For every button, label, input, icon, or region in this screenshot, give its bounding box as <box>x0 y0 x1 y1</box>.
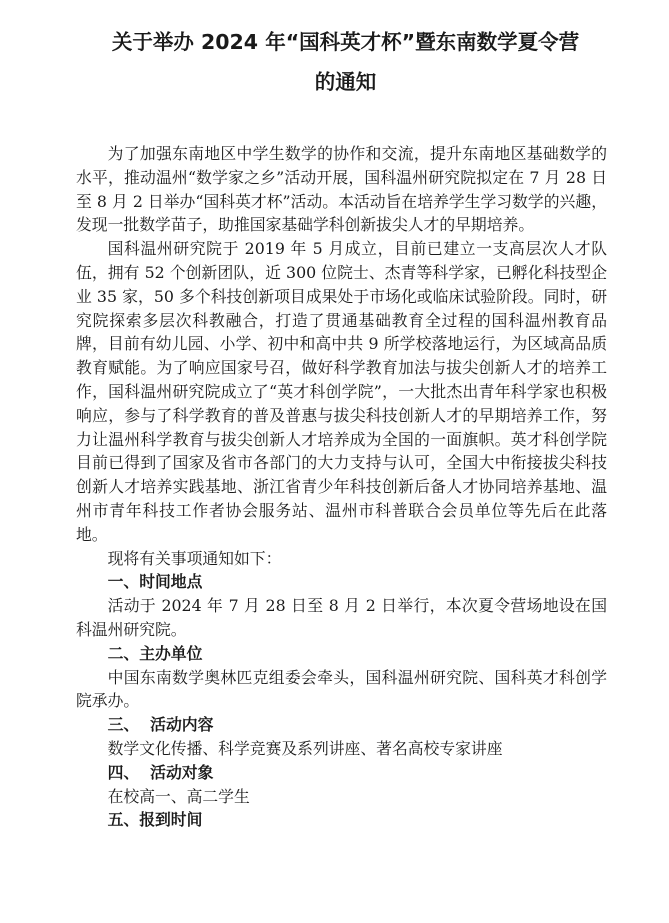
section-text-content: 数学文化传播、科学竞赛及系列讲座、著名高校专家讲座 <box>107 738 503 758</box>
notice-lead-paragraph: 现将有关事项通知如下： <box>107 548 282 568</box>
section-heading-organizers: 二、主办单位 <box>107 643 203 663</box>
title-line-1: 关于举办 2024 年“国科英才杯”暨东南数学夏令营 <box>111 30 580 54</box>
section-text-organizers: 中国东南数学奥林匹克组委会牵头，国科温州研究院、国科英才科创学院承办。 <box>76 667 607 711</box>
institute-paragraph: 国科温州研究院于 2019 年 5 月成立，目前已建立一支高层次人才队伍，拥有 52 个创新团队，近 300 位院士、杰青等科学家，已孵化科技型企业 35 家，50 多个科技创新项目成果处于市场化或临床试验阶段。同时，研究院探索多层次科教融合，打造了贯通基础教育全过程的国科温州教育品牌，目前有幼儿园、小学、初中和高中共 9 所学校落地运行，为区域高品质教育赋能。为了响应国家号召，做好科学教育加法与拔尖创新人才的培养工作，国科温州研究院成立了“英才科创学院”，一大批杰出青年科学家也积极响应，参与了科学教育的普及普惠与拔尖科技创新人才的早期培养工作，努力让温州科学教育与拔尖创新人才培养成为全国的一面旗帜。英才科创学院目前已得到了国家及省市各部门的大力支持与认可，全国大中衔接拔尖科技创新人才培养实践基地、浙江省青少年科技创新后备人才协同培养基地、温州市青年科技工作者协会服务站、温州市科普联合会员单位等先后在此落地。 <box>76 239 607 544</box>
section-heading-audience: 四、 活动对象 <box>107 762 214 782</box>
section-heading-registration: 五、报到时间 <box>107 810 203 830</box>
document-title <box>64 22 627 102</box>
section-heading-time-place: 一、时间地点 <box>107 572 203 592</box>
intro-paragraph: 为了加强东南地区中学生数学的协作和交流，提升东南地区基础数学的水平，推动温州“数学家之乡”活动开展，国科温州研究院拟定在 7 月 28 日至 8 月 2 日举办“国科英才杯”活动。本活动旨在培养学生学习数学的兴趣，发现一批数学苗子，助推国家基础学科创新拔尖人才的早期培养。 <box>76 144 607 235</box>
section-text-time-place: 活动于 2024 年 7 月 28 日至 8 月 2 日举行，本次夏令营场地设在国科温州研究院。 <box>76 596 607 639</box>
section-text-audience: 在校高一、高二学生 <box>107 786 250 806</box>
document-body <box>76 142 607 832</box>
section-heading-content: 三、 活动内容 <box>107 715 214 735</box>
title-line-2: 的通知 <box>314 70 377 94</box>
